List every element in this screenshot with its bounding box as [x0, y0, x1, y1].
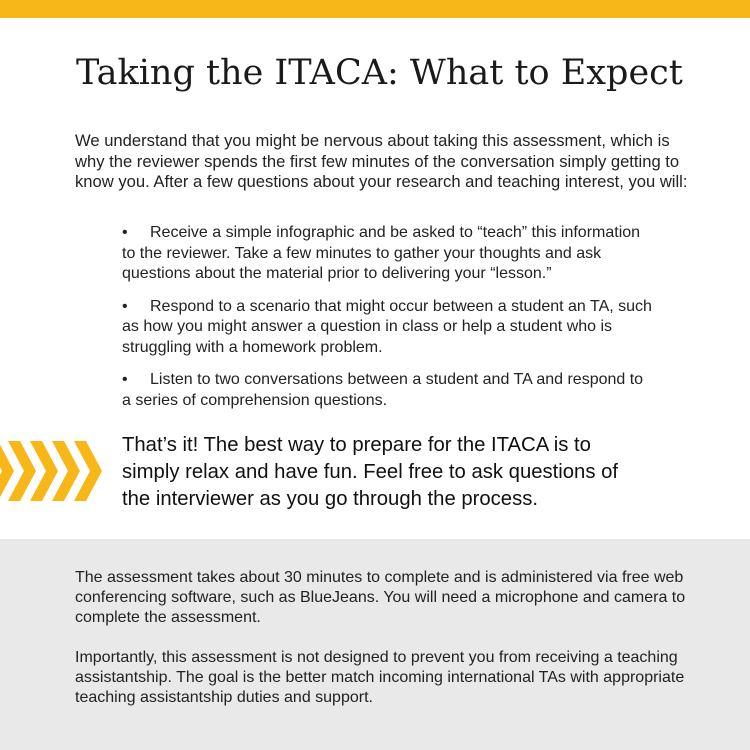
duration-paragraph: The assessment takes about 30 minutes to complete and is administered via free web conferencing software, such as BlueJeans. You will need a microphone and camera to complete the assessment. — [75, 569, 686, 626]
bullet-marker: • — [122, 371, 128, 388]
page-title: Taking the ITACA: What to Expect — [76, 53, 683, 93]
list-item-text: Listen to two conversations between a student and TA and respond to a series of comprehension questions. — [122, 371, 644, 409]
list-item — [122, 297, 652, 359]
bullet-marker: • — [122, 224, 128, 241]
bullet-marker: • — [122, 297, 128, 315]
list-item — [122, 223, 652, 285]
list-item — [122, 370, 652, 411]
list-item-text: Respond to a scenario that might occur between a student an TA, such as how you might answer a question in class or help a student who is struggling with a homework problem. — [122, 297, 652, 356]
callout-text: That’s it! The best way to prepare for the ITACA is to simply relax and have fun. Feel free to ask questions of the interviewer as you go through the process. — [122, 434, 619, 510]
top-accent-bar — [0, 0, 750, 18]
purpose-paragraph: Importantly, this assessment is not designed to prevent you from receiving a teaching assistantship. The goal is the better match incoming international TAs with appropriate teaching assistantship duties and support. — [75, 649, 685, 706]
list-item-text: Receive a simple infographic and be asked to “teach” this information to the reviewer. Take a few minutes to gather your thoughts and ask questions about the material prior to delivering your “lesson.” — [122, 224, 641, 282]
expectations-list — [122, 223, 652, 423]
chevron-arrows-icon — [0, 441, 110, 501]
intro-paragraph: We understand that you might be nervous about taking this assessment, which is why the reviewer spends the first few minutes of the conversation simply getting to know you. After a few questions about your research and teaching interest, you will: — [75, 131, 688, 191]
